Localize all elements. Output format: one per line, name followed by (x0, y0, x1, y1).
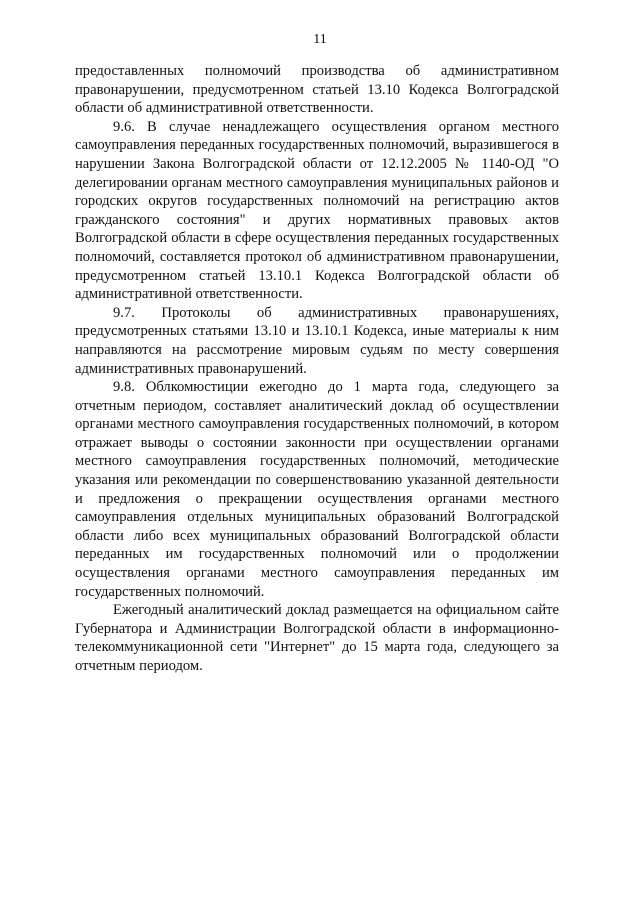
page-number: 11 (313, 32, 327, 47)
paragraph-continuation: предоставленных полномочий производства об административном правонарушении, предусмотренном статьей 13.10 Кодекса Волгоградской области об административной ответственности. (75, 63, 559, 117)
paragraph-annual-report: Ежегодный аналитический доклад размещается на официальном сайте Губернатора и Администрации Волгоградской области в информационно-телекоммуникационной сети "Интернет" до 15 марта года, следующего за отчетным периодом. (75, 602, 559, 674)
paragraph-9-8: 9.8. Облкомюстиции ежегодно до 1 марта года, следующего за отчетным периодом, составляет аналитический доклад об осуществлении органами местного самоуправления государственных полномочий, в котором отражает выводы о состоянии законности при осуществлении органами местного самоуправления государственных полномочий, методические указания или рекомендации по совершенствованию указанной деятельности и предложения о прекращении осуществления органами местного самоуправления отдельных муниципальных образований Волгоградской области либо всех муниципальных образований Волгоградской области переданных им государственных полномочий или о продолжении осуществления органами местного самоуправления переданных им государственных полномочий. (75, 379, 559, 600)
document-body (75, 62, 559, 676)
paragraph-9-6: 9.6. В случае ненадлежащего осуществления органом местного самоуправления переданных государственных полномочий, выразившегося в нарушении Закона Волгоградской области от 12.12.2005 № 1140-ОД "О делегировании органам местного самоуправления муниципальных районов и городских округов государственных полномочий на регистрацию актов гражданского состояния" и других нормативных правовых актов Волгоградской области в сфере осуществления переданных государственных полномочий, составляется протокол об административном правонарушении, предусмотренном статьей 13.10.1 Кодекса Волгоградской области об административной ответственности. (75, 118, 559, 303)
paragraph-9-7: 9.7. Протоколы об административных правонарушениях, предусмотренных статьями 13.10 и 13.10.1 Кодекса, иные материалы к ним направляются на рассмотрение мировым судьям по месту совершения административных правонарушений. (75, 304, 559, 377)
